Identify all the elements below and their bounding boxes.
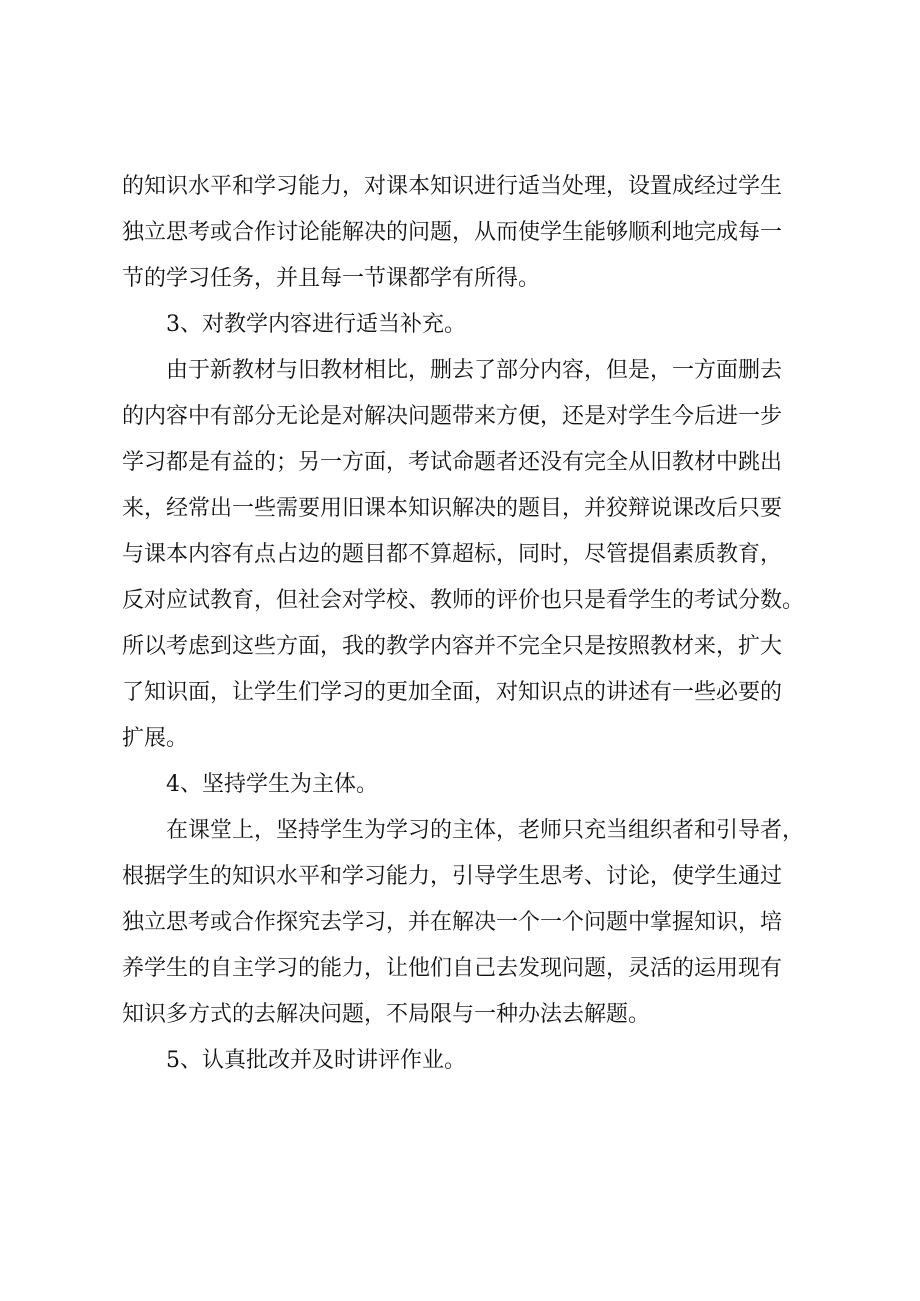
text-line: 的内容中有部分无论是对解决问题带来方便，还是对学生今后进一步 <box>122 404 783 429</box>
text-line: 节的学习任务，并且每一节课都学有所得。 <box>122 266 541 291</box>
text-line: 与课本内容有点占边的题目都不算超标，同时，尽管提倡素质教育， <box>122 542 783 567</box>
text-line: 所以考虑到这些方面，我的教学内容并不完全只是按照教材来，扩大 <box>122 634 783 659</box>
text-line: 扩展。 <box>122 726 189 751</box>
text-line: 在课堂上，坚持学生为学习的主体，老师只充当组织者和引导者， <box>166 818 805 843</box>
document-body <box>122 164 822 1084</box>
text-line: 反对应试教育，但社会对学校、教师的评价也只是看学生的考试分数。 <box>122 588 805 613</box>
text-line: 知识多方式的去解决问题，不局限与一种办法去解题。 <box>122 1002 651 1027</box>
text-line: 的知识水平和学习能力，对课本知识进行适当处理，设置成经过学生 <box>122 174 783 199</box>
text-line: 独立思考或合作探究去学习，并在解决一个一个问题中掌握知识，培 <box>122 910 783 935</box>
text-line: 了知识面，让学生们学习的更加全面，对知识点的讲述有一些必要的 <box>122 680 783 705</box>
section-heading-4: 4、坚持学生为主体。 <box>166 772 378 797</box>
section-heading-5: 5、认真批改并及时讲评作业。 <box>166 1048 466 1073</box>
text-line: 养学生的自主学习的能力，让他们自己去发现问题，灵活的运用现有 <box>122 956 783 981</box>
text-line: 根据学生的知识水平和学习能力，引导学生思考、讨论，使学生通过 <box>122 864 783 889</box>
text-line: 由于新教材与旧教材相比，删去了部分内容，但是，一方面删去 <box>166 358 783 383</box>
section-heading-3: 3、对教学内容进行适当补充。 <box>166 312 466 337</box>
text-line: 学习都是有益的；另一方面，考试命题者还没有完全从旧教材中跳出 <box>122 450 783 475</box>
text-line: 独立思考或合作讨论能解决的问题，从而使学生能够顺利地完成每一 <box>122 220 783 245</box>
text-line: 来，经常出一些需要用旧课本知识解决的题目，并狡辩说课改后只要 <box>122 496 783 521</box>
